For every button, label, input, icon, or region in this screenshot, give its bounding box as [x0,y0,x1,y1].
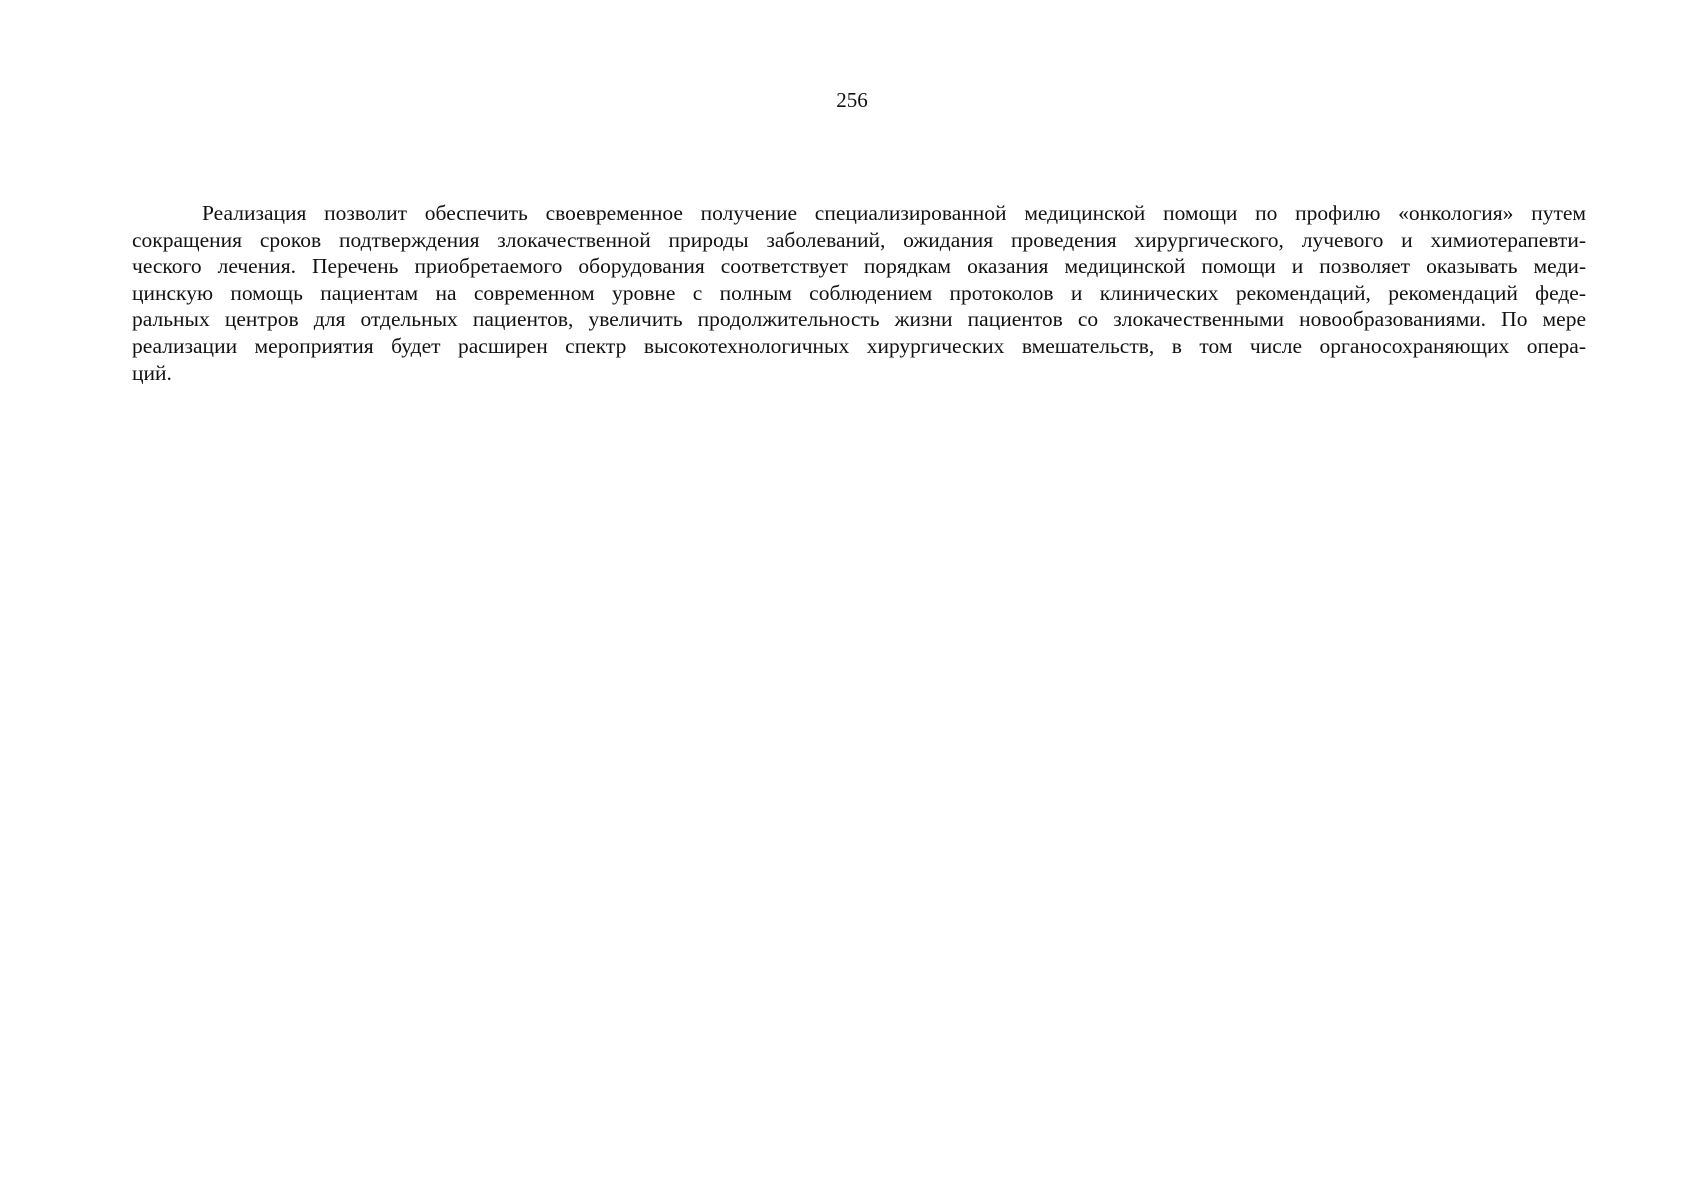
paragraph-line: сокращения сроков подтверждения злокачественной природы заболеваний, ожидания проведения хирургического, лучевого и химиотерапевти- [132,227,1586,252]
body-paragraph [132,200,1586,386]
paragraph-line: реализации мероприятия будет расширен спектр высокотехнологичных хирургических вмешательств, в том числе органосохраняющих опера- [132,333,1586,358]
paragraph-line: Реализация позволит обеспечить своевременное получение специализированной медицинской помощи по профилю «онкология» путем [202,201,1586,225]
paragraph-line: ций. [132,360,172,385]
paragraph-line: ческого лечения. Перечень приобретаемого оборудования соответствует порядкам оказания медицинской помощи и позволяет оказывать меди- [132,254,1586,279]
paragraph-line: ральных центров для отдельных пациентов, увеличить продолжительность жизни пациентов со злокачественными новообразованиями. По мере [132,307,1586,332]
paragraph-line: цинскую помощь пациентам на современном уровне с полным соблюдением протоколов и клинических рекомендаций, рекомендаций феде- [132,280,1586,305]
page-number: 256 [836,88,868,112]
